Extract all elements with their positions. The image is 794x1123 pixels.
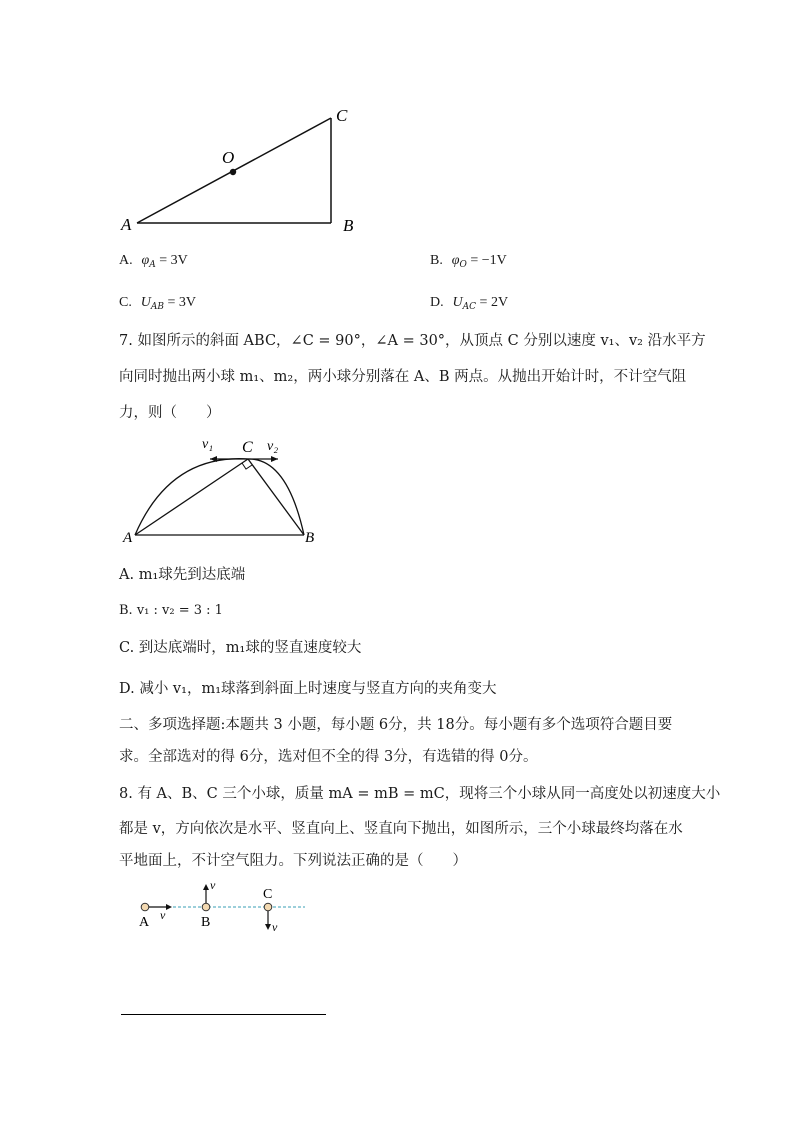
label-va: v	[160, 908, 166, 922]
q7-option-c[interactable]: C. 到达底端时，m₁球的竖直速度较大	[119, 640, 362, 656]
side-ca	[135, 459, 248, 535]
q6-option-a[interactable]: A. $\varphi_A = 3V$	[119, 253, 188, 270]
label-a: A	[121, 215, 132, 234]
label-o: O	[222, 148, 235, 167]
q6-option-c[interactable]: C. $U_{AB} = 3V$	[119, 295, 197, 312]
label-c: C	[242, 439, 253, 456]
label-c: C	[263, 887, 273, 902]
q7-incline-figure	[115, 432, 330, 547]
q6-option-d[interactable]: D. $U_{AC} = 2V$	[430, 295, 509, 312]
label-b: B	[343, 216, 354, 235]
triangle-abc-figure	[110, 100, 370, 240]
v2-arrow-head	[271, 456, 278, 462]
q7-stem-line-3: 力，则（ ）	[119, 405, 221, 421]
label-v2: v₂	[267, 439, 279, 454]
label-vb: v	[210, 878, 216, 892]
label-a: A	[123, 530, 133, 546]
q7-stem-line-2: 向同时抛出两小球 m₁、m₂，两小球分别落在 A、B 两点。从抛出开始计时，不计空气阻	[119, 369, 687, 385]
ball-c	[264, 903, 272, 911]
q8-stem-line-3: 平地面上，不计空气阻力。下列说法正确的是（ ）	[119, 853, 467, 869]
q7-option-d[interactable]: D. 减小 v₁，m₁球落到斜面上时速度与竖直方向的夹角变大	[119, 681, 497, 697]
label-vc: v	[272, 920, 278, 934]
section-2-heading-line-2: 求。全部选对的得 6分，选对但不全的得 3分，有选错的得 0分。	[119, 749, 538, 765]
label-c: C	[336, 106, 348, 125]
velocity-c-arrow-head	[265, 924, 271, 930]
q8-stem-line-1: 8. 有 A、B、C 三个小球，质量 mA = mB = mC，现将三个小球从同一高度处以初速度大小	[119, 786, 721, 802]
q8-stem-line-2: 都是 v，方向依次是水平、竖直向上、竖直向下抛出，如图所示，三个小球最终均落在水	[119, 821, 683, 837]
q7-option-b[interactable]: B. v₁ : v₂ = 3 : 1	[119, 603, 223, 618]
q7-stem-line-1: 7. 如图所示的斜面 ABC，∠C = 90°，∠A = 30°，从顶点 C 分别以速度 v₁、v₂ 沿水平方	[119, 333, 706, 349]
q7-option-a[interactable]: A. m₁球先到达底端	[119, 567, 246, 583]
label-a: A	[139, 915, 150, 930]
velocity-b-arrow-head	[203, 884, 209, 890]
q6-option-b[interactable]: B. $\varphi_O = -1V$	[430, 253, 507, 270]
section-2-heading-line-1: 二、多项选择题:本题共 3 小题，每小题 6分，共 18分。每小题有多个选项符合题目要	[119, 717, 673, 733]
label-b: B	[305, 530, 315, 546]
label-b: B	[201, 915, 211, 930]
footnote-separator	[121, 1014, 326, 1015]
q8-three-balls-figure	[130, 878, 310, 938]
right-angle-mark	[242, 463, 252, 469]
point-o	[230, 169, 236, 175]
ball-b	[202, 903, 210, 911]
ball-a	[141, 903, 149, 911]
velocity-a-arrow-head	[166, 904, 172, 910]
label-v1: v₁	[202, 437, 214, 452]
